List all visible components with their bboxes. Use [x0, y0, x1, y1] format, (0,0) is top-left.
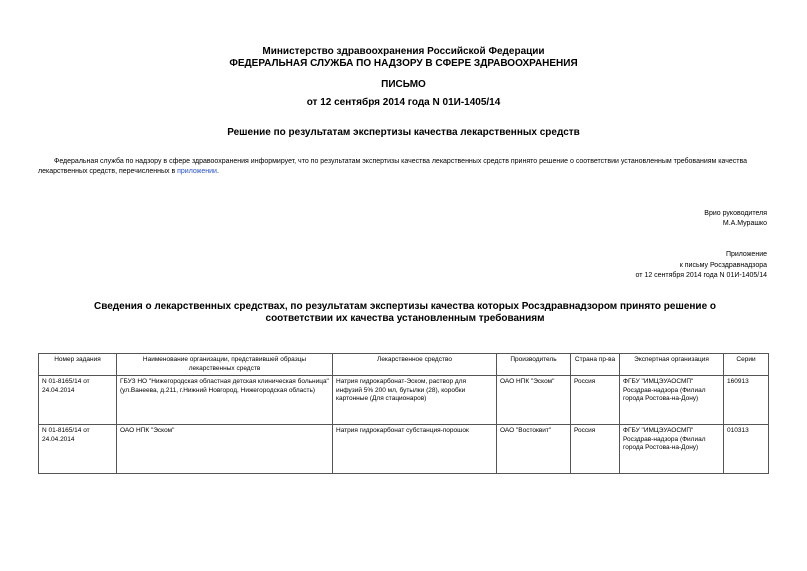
body-text-end: . — [216, 168, 219, 175]
header-number: Номер задания — [39, 354, 117, 376]
cell-expert: ФГБУ "ИМЦЭУАОСМП" Росздрав-надзора (Филиал города Ростова-на-Дону) — [620, 425, 724, 474]
document-type: ПИСЬМО — [381, 79, 426, 90]
cell-series: 010313 — [724, 425, 769, 474]
document-subject: Решение по результатам экспертизы качества лекарственных средств — [227, 127, 580, 138]
header-organization: Наименование организации, представившей образцы лекарственных средств — [117, 354, 333, 376]
appendix-title: Сведения о лекарственных средствах, по результатам экспертизы качества которых Росздравнадзором принято решение о соответствии их качества установленным требованиям — [93, 301, 717, 324]
cell-series: 160913 — [724, 376, 769, 425]
document-date-number: от 12 сентября 2014 года N 01И-1405/14 — [306, 97, 501, 108]
appendix-date: от 12 сентября 2014 года N 01И-1405/14 — [635, 272, 767, 279]
header-country: Страна пр-ва — [571, 354, 620, 376]
appendix-label: Приложение — [725, 251, 767, 258]
cell-organization: ОАО НПК "Эском" — [117, 425, 333, 474]
cell-manufacturer: ОАО НПК "Эском" — [497, 376, 571, 425]
ministry-heading: Министерство здравоохранения Российской Федерации — [262, 46, 545, 57]
cell-organization: ГБУЗ НО "Нижегородская областная детская клиническая больница" (ул.Ванеева, д.211, г.Нижний Новгород, Нижегородская область) — [117, 376, 333, 425]
appendix-to: к письму Росздравнадзора — [679, 262, 767, 269]
cell-drug: Натрия гидрокарбонат субстанция-порошок — [333, 425, 497, 474]
header-expert: Экспертная организация — [620, 354, 724, 376]
cell-drug: Натрия гидрокарбонат-Эском, раствор для инфузий 5% 200 мл, бутылки (28), коробки картонные (Для стационаров) — [333, 376, 497, 425]
signature-position: Врио руководителя — [704, 210, 767, 217]
header-drug: Лекарственное средство — [333, 354, 497, 376]
cell-country: Россия — [571, 376, 620, 425]
cell-manufacturer: ОАО "Востоквит" — [497, 425, 571, 474]
header-manufacturer: Производитель — [497, 354, 571, 376]
appendix-link[interactable]: приложении — [177, 168, 217, 175]
cell-number: N 01-8165/14 от 24.04.2014 — [39, 376, 117, 425]
header-series: Серии — [724, 354, 769, 376]
drugs-table — [38, 353, 769, 474]
cell-number: N 01-8165/14 от 24.04.2014 — [39, 425, 117, 474]
table-header-row — [39, 354, 769, 376]
cell-country: Россия — [571, 425, 620, 474]
body-paragraph — [38, 157, 766, 177]
service-heading: ФЕДЕРАЛЬНАЯ СЛУЖБА ПО НАДЗОРУ В СФЕРЕ ЗДРАВООХРАНЕНИЯ — [229, 58, 578, 69]
body-text: Федеральная служба по надзору в сфере здравоохранения информирует, что по результатам экспертизы качества лекарственных средств принято решение о соответствии установленным требованиям качества лекарственных средств, перечисленных в — [38, 158, 748, 175]
cell-expert: ФГБУ "ИМЦЭУАОСМП" Росздрав-надзора (Филиал города Ростова-на-Дону) — [620, 376, 724, 425]
signature-name: М.А.Мурашко — [722, 220, 767, 227]
table-row — [39, 425, 769, 474]
table-row — [39, 376, 769, 425]
